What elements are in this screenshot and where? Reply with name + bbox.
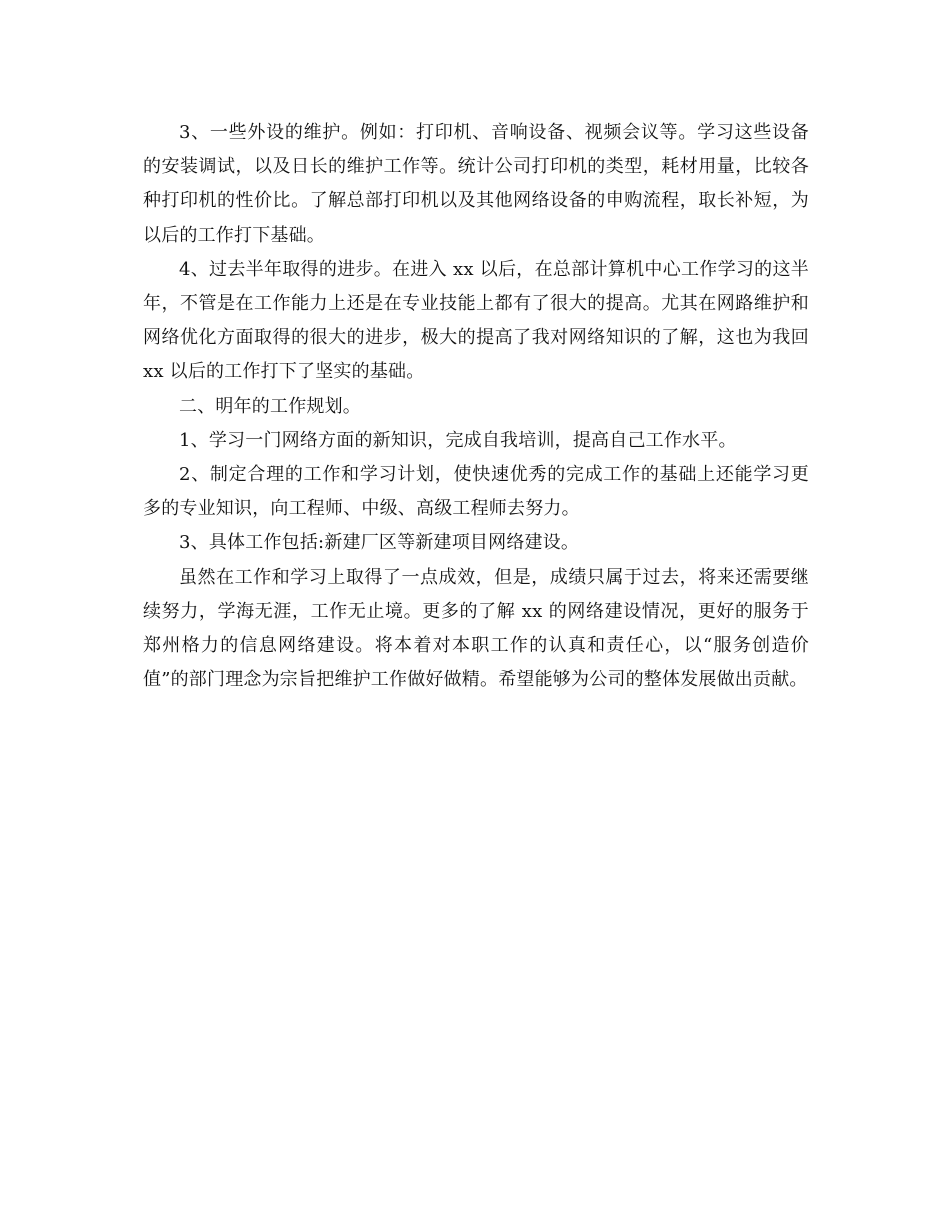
section-heading-next-year-plan: 二、明年的工作规划。 xyxy=(179,395,361,417)
paragraph-half-year-progress: 4、过去半年取得的进步。在进入 xx 以后，在总部计算机中心工作学习的这半年，不管是在工作能力上还是在专业技能上都有了很大的提高。尤其在网路维护和网络优化方面取得的很大的进步，极大的提高了我对网络知识的了解，这也为我回 xx 以后的工作打下了坚实的基础。 xyxy=(143,258,809,383)
paragraph-plan-item-2: 2、制定合理的工作和学习计划，使快速优秀的完成工作的基础上还能学习更多的专业知识，向工程师、中级、高级工程师去努力。 xyxy=(143,464,809,520)
document-body xyxy=(143,116,809,697)
paragraph-peripheral-maintenance: 3、一些外设的维护。例如：打印机、音响设备、视频会议等。学习这些设备的安装调试，以及日长的维护工作等。统计公司打印机的类型，耗材用量，比较各种打印机的性价比。了解总部打印机以及其他网络设备的申购流程，取长补短，为以后的工作打下基础。 xyxy=(143,122,809,246)
paragraph-plan-item-3: 3、具体工作包括:新建厂区等新建项目网络建设。 xyxy=(179,532,580,554)
paragraph-conclusion: 虽然在工作和学习上取得了一点成效，但是，成绩只属于过去，将来还需要继续努力，学海无涯，工作无止境。更多的了解 xx 的网络建设情况，更好的服务于郑州格力的信息网络建设。将本着对本职工作的认真和责任心，以“服务创造价值”的部门理念为宗旨把维护工作做好做精。希望能够为公司的整体发展做出贡献。 xyxy=(143,566,809,691)
paragraph-plan-item-1: 1、学习一门网络方面的新知识，完成自我培训，提高自己工作水平。 xyxy=(179,429,737,451)
